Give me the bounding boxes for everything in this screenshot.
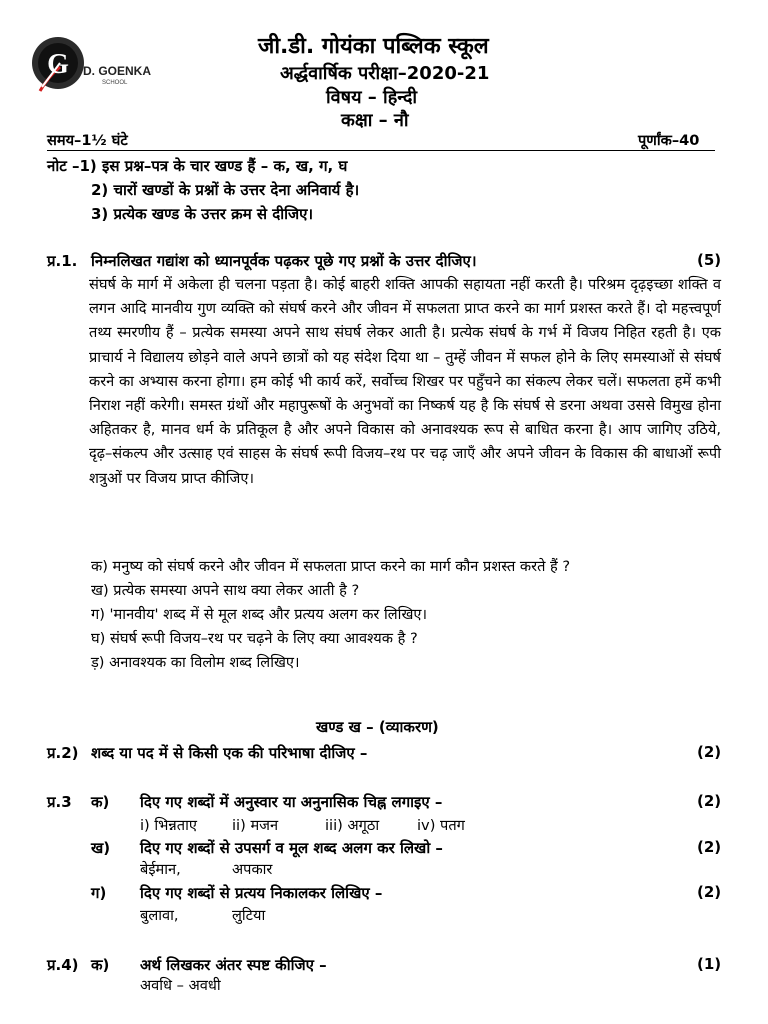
- q1-number: प्र.1.: [47, 252, 78, 270]
- q2-marks: (2): [697, 743, 722, 761]
- class-line: कक्षा – नौ: [341, 110, 409, 131]
- q4-number: प्र.4): [47, 956, 79, 974]
- q1-sub-e: ड़) अनावश्यक का विलोम शब्द लिखिए।: [91, 654, 300, 671]
- q1-marks: (5): [697, 251, 722, 269]
- exam-title: अर्द्धवार्षिक परीक्षा–2020-21: [280, 63, 490, 84]
- logo-mark: G: [47, 49, 69, 80]
- header-divider: [47, 150, 715, 151]
- section-b-heading: खण्ड ख – (व्याकरण): [316, 718, 439, 736]
- max-marks: पूर्णांक–40: [638, 132, 700, 149]
- q3a-option-2: ii) मजन: [232, 817, 279, 834]
- q3b-word-2: अपकार: [232, 861, 273, 878]
- q3a-option-4: iv) पतग: [417, 817, 465, 834]
- q1-title: निम्नलिखत गद्यांश को ध्यानपूर्वक पढ़कर पूछे गए प्रश्नों के उत्तर दीजिए।: [91, 252, 477, 270]
- exam-time: समय–1½ घंटे: [47, 132, 128, 149]
- q1-sub-d: घ) संघर्ष रूपी विजय–रथ पर चढ़ने के लिए क्या आवश्यक है ?: [91, 630, 418, 647]
- q4a-text: अर्थ लिखकर अंतर स्पष्ट कीजिए –: [140, 956, 327, 974]
- q1-sub-b: ख) प्रत्येक समस्या अपने साथ क्या लेकर आती है ?: [91, 582, 360, 599]
- q3c-marks: (2): [697, 883, 722, 901]
- logo-sub: SCHOOL: [102, 80, 128, 86]
- q3a-marks: (2): [697, 792, 722, 810]
- q3c-text: दिए गए शब्दों से प्रत्यय निकालकर लिखिए –: [140, 884, 383, 902]
- school-name: जी.डी. गोयंका पब्लिक स्कूल: [258, 34, 489, 59]
- q3c-word-1: बुलावा,: [140, 907, 179, 924]
- q3b-label: ख): [91, 839, 111, 857]
- q2-number: प्र.2): [47, 744, 79, 762]
- q3a-option-1: i) भिन्नताए: [140, 817, 197, 834]
- q4a-words: अवधि – अवधी: [140, 977, 221, 994]
- school-logo-icon: [20, 33, 160, 103]
- q3c-label: ग): [91, 884, 107, 902]
- note-line-2: 2) चारों खण्डों के प्रश्नों के उत्तर देना अनिवार्य है।: [91, 181, 360, 199]
- subject-line: विषय – हिन्दी: [326, 87, 418, 108]
- q3a-text: दिए गए शब्दों में अनुस्वार या अनुनासिक चिह्न लगाइए –: [140, 793, 443, 811]
- q3a-label: क): [91, 793, 110, 811]
- q2-text: शब्द या पद में से किसी एक की परिभाषा दीजिए –: [91, 744, 368, 762]
- q3b-word-1: बेईमान,: [140, 861, 181, 878]
- logo-brand: D. GOENKA: [83, 64, 152, 78]
- q3c-word-2: लुटिया: [232, 907, 266, 924]
- q3b-text: दिए गए शब्दों से उपसर्ग व मूल शब्द अलग कर लिखो –: [140, 839, 443, 857]
- note-line-1: नोट –1) इस प्रश्न–पत्र के चार खण्ड हैं – क, ख, ग, घ: [47, 157, 348, 175]
- q1-sub-c: ग) 'मानवीय' शब्द में से मूल शब्द और प्रत्यय अलग कर लिखिए।: [91, 606, 428, 623]
- q1-passage: संघर्ष के मार्ग में अकेला ही चलना पड़ता है। कोई बाहरी शक्ति आपकी सहायता नहीं करती है। परिश्रम दृढ़इच्छा शक्ति व लगन आदि मानवीय गुण व्यक्ति को संघर्ष करने और जीवन में सफलता प्राप्त करने का मार्ग प्रशस्त करते हैं। दो महत्त्वपूर्ण तथ्य स्मरणीय हैं – प्रत्येक समस्या अपने साथ संघर्ष लेकर आती है। प्रत्येक संघर्ष के गर्भ में विजय निहित रहती है। एक प्राचार्य ने विद्यालय छोड़ने वाले अपने छात्रों को यह संदेश दिया था – तुम्हें जीवन में सफल होने के लिए समस्याओं से संघर्ष करने का अभ्यास करना होगा। हम कोई भी कार्य करें, सर्वोच्च शिखर पर पहुँचने का संकल्प लेकर चलें। सफलता हमें कभी निराश नहीं करेगी। समस्त ग्रंथों और महापुरूषों के अनुभवों का निष्कर्ष यह है कि संघर्ष से डरना अथवा उससे विमुख होना अहितकर है, मानव धर्म के प्रतिकूल है और अपने विकास को अनावश्यक रूप से बाधित करना है। आप जागिए उठिये, दृढ़–संकल्प और उत्साह एवं साहस के संघर्ष रूपी विजय–रथ पर चढ़ जाएँ और अपने जीवन के विकास की बाधाओं रूपी शत्रुओं पर विजय प्राप्त कीजिए।: [89, 276, 721, 487]
- q4a-label: क): [91, 956, 110, 974]
- q3a-option-3: iii) अगूठा: [325, 817, 380, 834]
- q4a-marks: (1): [697, 955, 722, 973]
- q3-number: प्र.3: [47, 793, 72, 811]
- q1-sub-a: क) मनुष्य को संघर्ष करने और जीवन में सफलता प्राप्त करने का मार्ग कौन प्रशस्त करते हैं ?: [91, 558, 571, 575]
- q3b-marks: (2): [697, 838, 722, 856]
- note-line-3: 3) प्रत्येक खण्ड के उत्तर क्रम से दीजिए।: [91, 205, 314, 223]
- school-logo: [20, 33, 160, 103]
